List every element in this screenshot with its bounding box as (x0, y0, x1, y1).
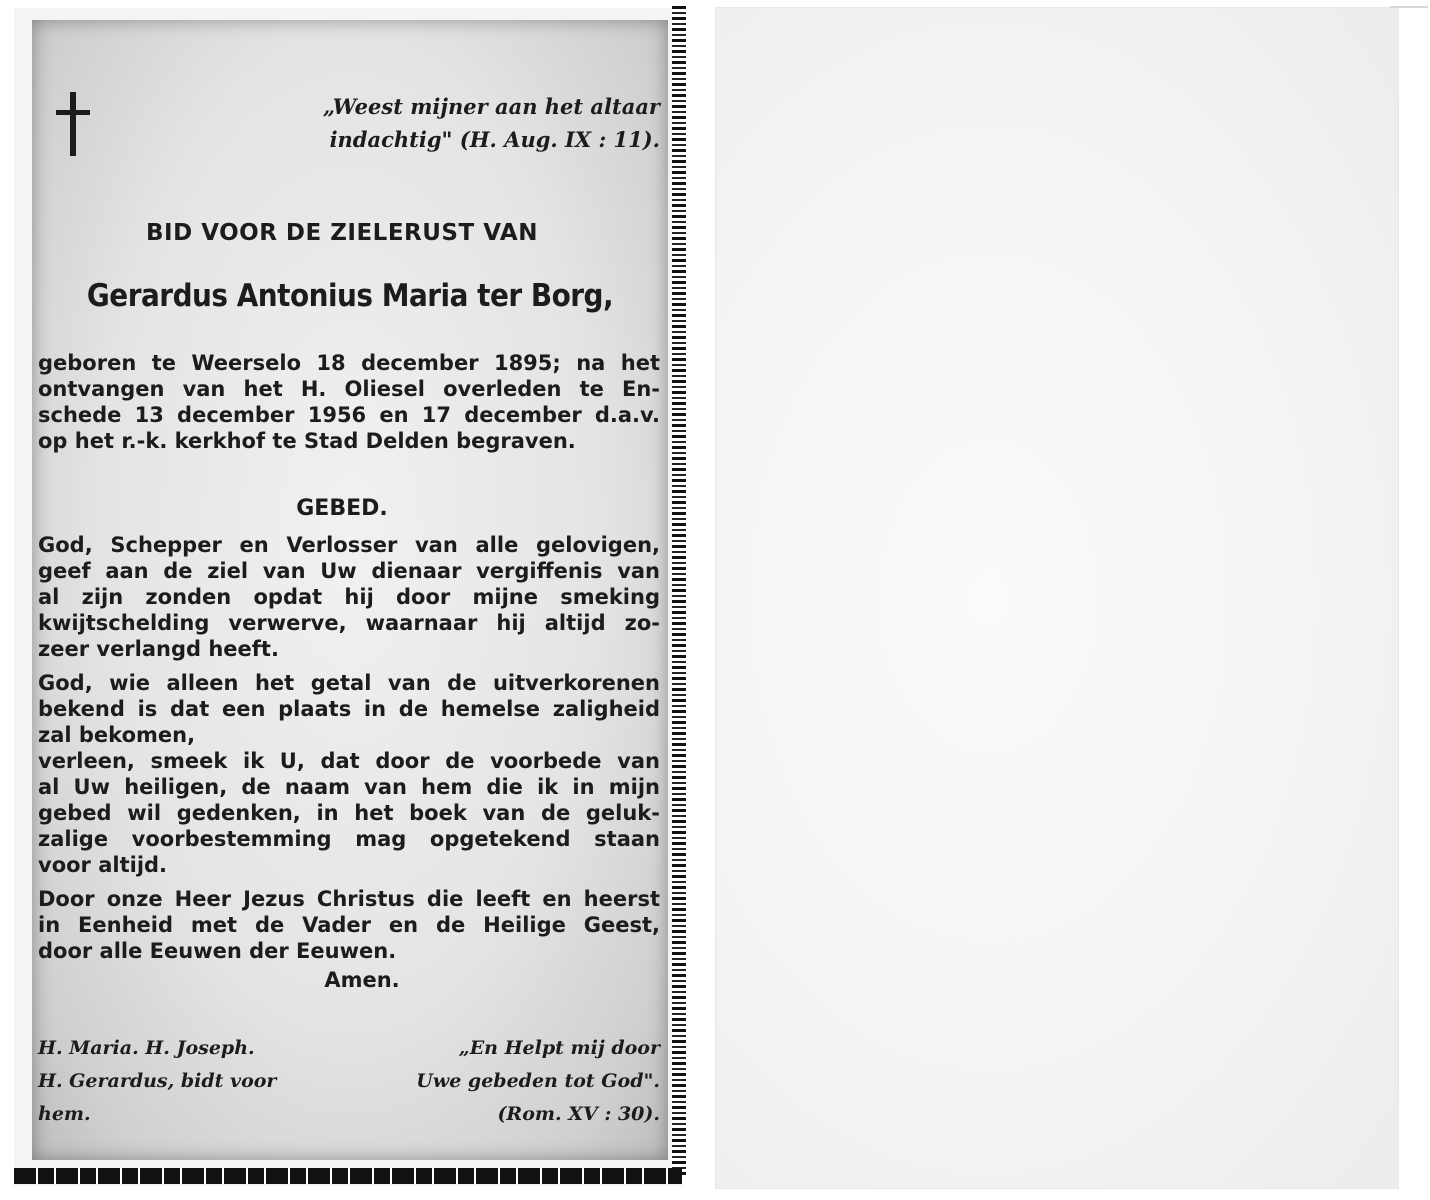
prayer-line: in Eenheid met de Vader en de Heilige Geest, (38, 913, 660, 937)
prayer-title: GEBED. (296, 496, 388, 521)
prayer-line: zeer verlangd heeft. (38, 637, 279, 661)
bottom-quote-line: (Rom. XV : 30). (497, 1103, 660, 1125)
heading: BID VOOR DE ZIELERUST VAN (146, 220, 538, 246)
amen: Amen. (324, 968, 400, 992)
prayer-paragraph (38, 532, 660, 662)
top-quote (300, 90, 660, 156)
bottom-quote-line: „En Helpt mij door (458, 1037, 660, 1059)
prayer-line: gebed wil gedenken, in het boek van de geluk- (38, 801, 660, 825)
deceased-name: Gerardus Antonius Maria ter Borg, (86, 278, 614, 314)
prayer-line: al zijn zonden opdat hij door mijne smeking (38, 585, 660, 609)
prayer-paragraph (38, 670, 660, 878)
prayer-line: geef aan de ziel van Uw dienaar vergiffenis van (38, 559, 660, 583)
prayer-paragraph (38, 886, 660, 964)
bottom-quote-line: Uwe gebeden tot God". (416, 1070, 660, 1092)
prayer-line: door alle Eeuwen der Eeuwen. (38, 939, 397, 963)
bio-line: geboren te Weerselo 18 december 1895; na het (38, 351, 660, 375)
prayer-line: bekend is dat een plaats in de hemelse zaligheid (38, 697, 660, 721)
prayer-line: verleen, smeek ik U, dat door de voorbede van (38, 749, 660, 773)
printed-area (32, 20, 668, 1160)
prayer (38, 532, 660, 972)
bottom-quote (380, 1032, 660, 1131)
scan-edge-bottom (14, 1168, 682, 1184)
prayer-line: Door onze Heer Jezus Christus die leeft en heerst (38, 887, 660, 911)
bio-line: ontvangen van het H. Oliesel overleden te En- (38, 377, 660, 401)
memorial-card-front (14, 8, 682, 1186)
prayer-line: zalige voorbestemming mag opgetekend staan (38, 827, 660, 851)
prayer-line: voor altijd. (38, 853, 168, 877)
cross-icon (56, 92, 90, 156)
memorial-card-back (716, 8, 1398, 1188)
invocation-line: H. Gerardus, bidt voor (38, 1070, 277, 1092)
bio-line: schede 13 december 1956 en 17 december d.a.v. (38, 403, 660, 427)
invocation-line: H. Maria. H. Joseph. (38, 1037, 255, 1059)
top-quote-line: „Weest mijner aan het altaar (323, 94, 660, 119)
scan-edge-corner (1390, 6, 1428, 8)
prayer-line: God, Schepper en Verlosser van alle gelovigen, (38, 533, 660, 557)
top-quote-line: indachtig" (H. Aug. IX : 11). (329, 127, 660, 152)
biography (38, 350, 660, 454)
invocation (38, 1032, 318, 1131)
scan-edge-right (672, 6, 686, 1178)
prayer-line: God, wie alleen het getal van de uitverkorenen (38, 671, 660, 695)
prayer-line: al Uw heiligen, de naam van hem die ik in mijn (38, 775, 660, 799)
invocation-line: hem. (38, 1103, 91, 1125)
prayer-line: kwijtschelding verwerve, waarnaar hij altijd zo- (38, 611, 660, 635)
prayer-line: zal bekomen, (38, 723, 196, 747)
bio-line: op het r.-k. kerkhof te Stad Delden begraven. (38, 429, 576, 453)
